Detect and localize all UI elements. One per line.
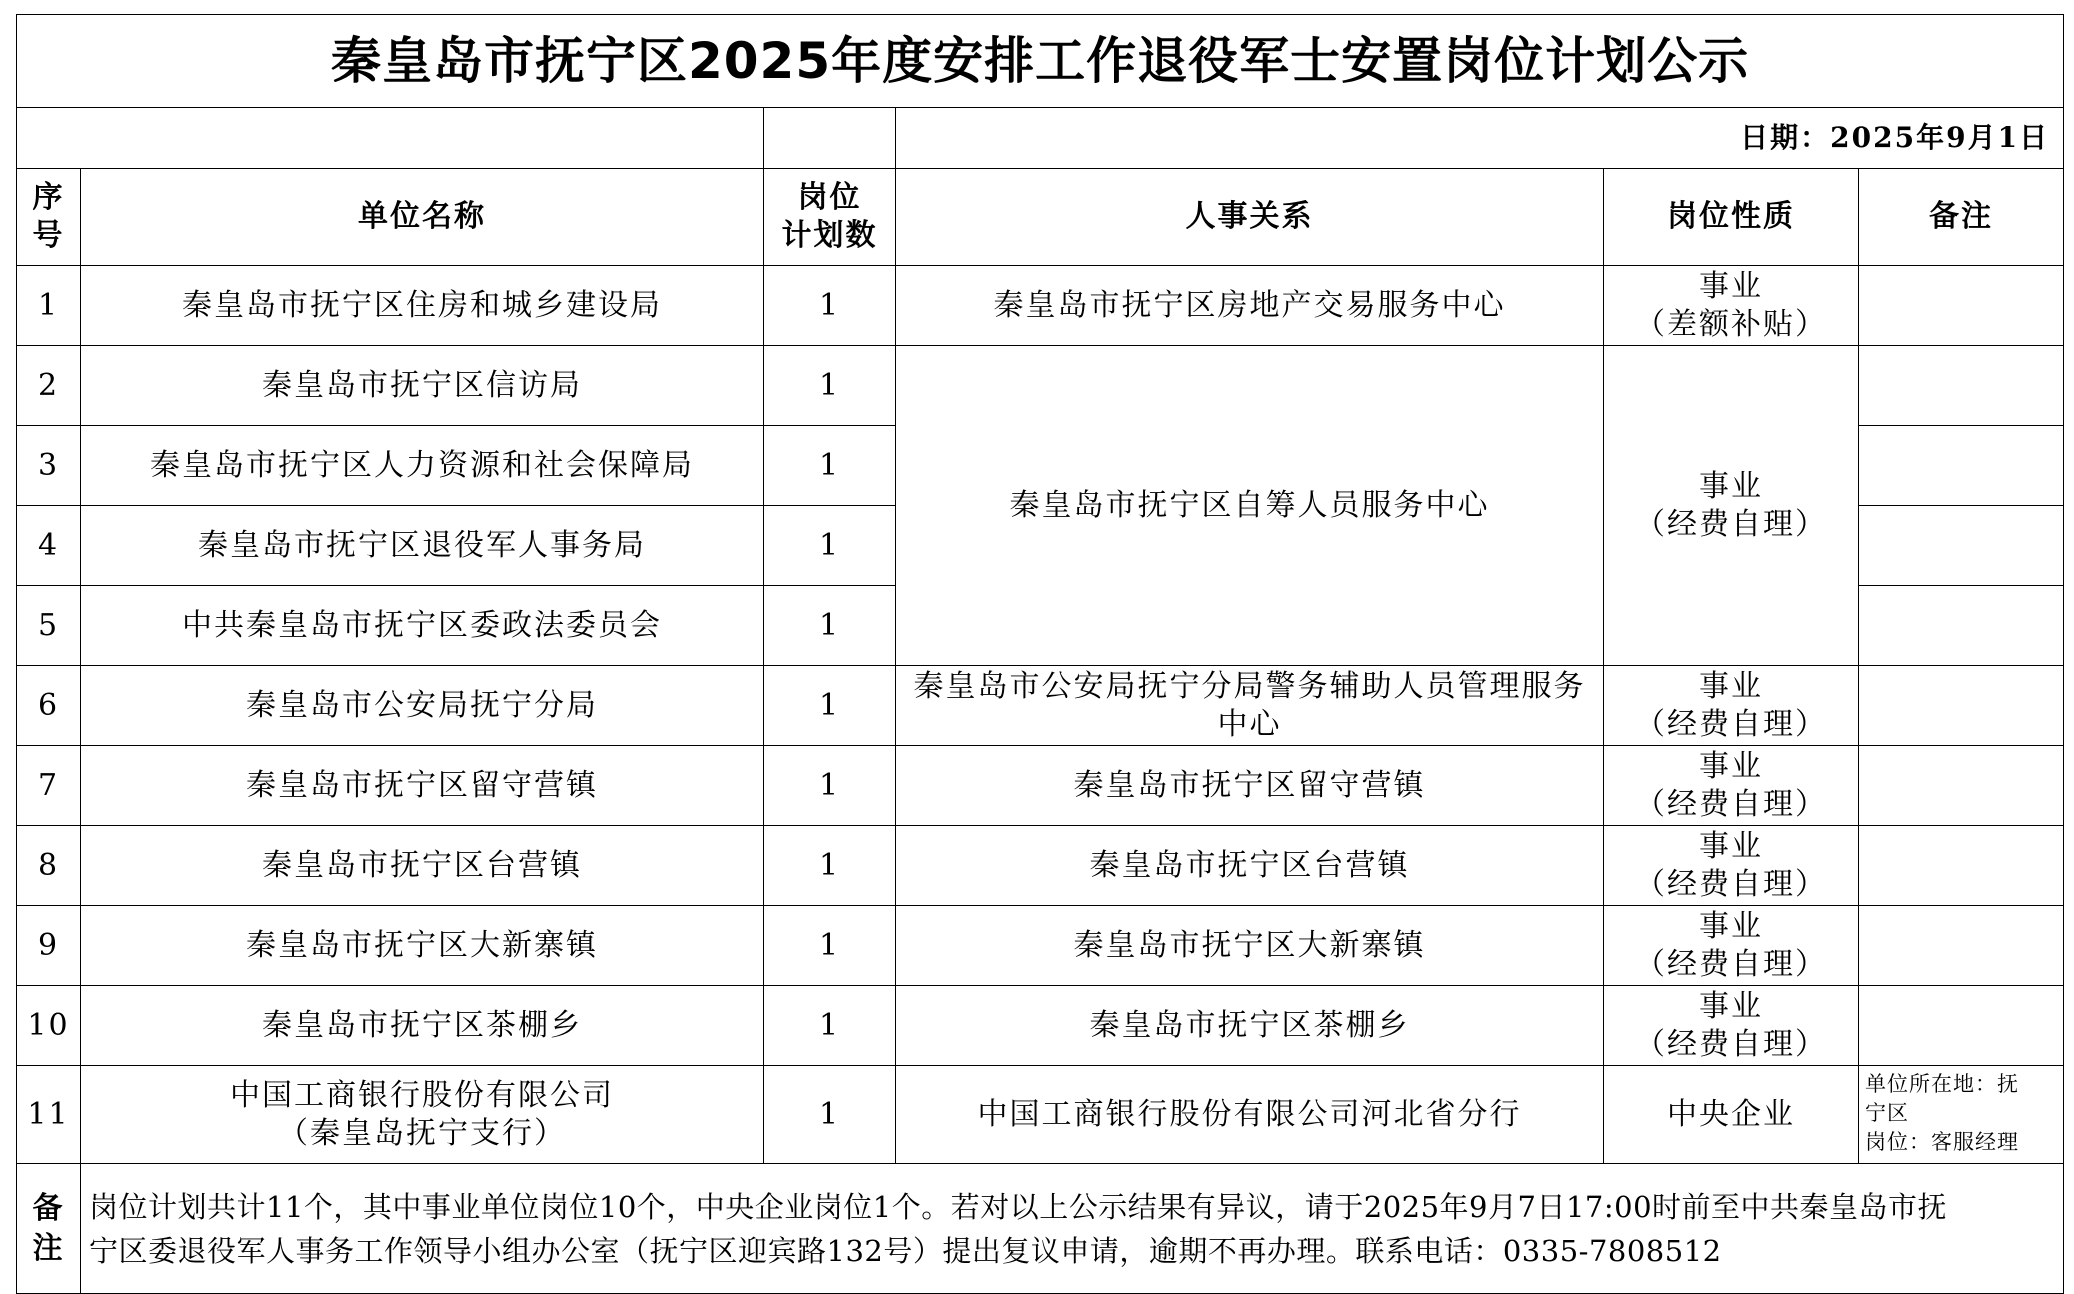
header-remark: 备注 [1859,169,2064,266]
cell-count: 1 [764,986,896,1066]
note-line: 岗位计划共计11个，其中事业单位岗位10个，中央企业岗位1个。若对以上公示结果有异议，请于2025年9月7日17:00时前至中共秦皇岛市抚 [89,1189,1948,1224]
cell-relation: 秦皇岛市抚宁区房地产交易服务中心 [896,266,1604,346]
cell-remark [1859,746,2064,826]
blank-cell [17,108,764,169]
cell-remark [1859,986,2064,1066]
header-seq [17,169,81,266]
remark-line: 宁区 [1865,1101,1909,1125]
cell-relation-merged: 秦皇岛市抚宁区自筹人员服务中心 [896,346,1604,666]
relation-line: 秦皇岛市公安局抚宁分局警务辅助人员管理服务 [913,668,1586,704]
table-row [17,1066,2064,1164]
note-text [81,1164,2064,1294]
header-seq-line: 号 [32,218,65,253]
nature-line: 事业 [1699,908,1763,944]
cell-unit: 秦皇岛市抚宁区人力资源和社会保障局 [81,426,764,506]
cell-unit: 中共秦皇岛市抚宁区委政法委员会 [81,586,764,666]
nature-line: （经费自理） [1635,866,1827,902]
nature-line: （差额补贴） [1635,306,1827,342]
page-title: 秦皇岛市抚宁区2025年度安排工作退役军士安置岗位计划公示 [17,15,2064,108]
cell-unit [81,1066,764,1164]
cell-remark [1859,426,2064,506]
cell-relation: 秦皇岛市抚宁区大新寨镇 [896,906,1604,986]
cell-unit: 秦皇岛市抚宁区住房和城乡建设局 [81,266,764,346]
header-count [764,169,896,266]
table-row [17,906,2064,986]
cell-count: 1 [764,346,896,426]
date-row [17,108,2064,169]
cell-unit: 秦皇岛市抚宁区大新寨镇 [81,906,764,986]
cell-seq: 11 [17,1066,81,1164]
cell-nature [1604,826,1859,906]
cell-unit: 秦皇岛市抚宁区信访局 [81,346,764,426]
cell-count: 1 [764,266,896,346]
table-row [17,666,2064,746]
cell-relation: 秦皇岛市抚宁区留守营镇 [896,746,1604,826]
relation-line: 中心 [1217,706,1282,742]
unit-line: 中国工商银行股份有限公司 [230,1077,614,1113]
note-label-line: 注 [32,1230,65,1266]
nature-line: 事业 [1699,268,1763,304]
cell-count: 1 [764,666,896,746]
cell-nature [1604,266,1859,346]
blank-cell [764,108,896,169]
cell-count: 1 [764,906,896,986]
cell-count: 1 [764,426,896,506]
header-nature: 岗位性质 [1604,169,1859,266]
cell-remark [1859,666,2064,746]
nature-line: （经费自理） [1635,506,1827,542]
cell-relation [896,666,1604,746]
cell-relation: 秦皇岛市抚宁区茶棚乡 [896,986,1604,1066]
cell-seq: 3 [17,426,81,506]
cell-unit: 秦皇岛市抚宁区台营镇 [81,826,764,906]
cell-seq: 10 [17,986,81,1066]
note-label [17,1164,81,1294]
table-row [17,346,2064,426]
cell-relation: 秦皇岛市抚宁区台营镇 [896,826,1604,906]
cell-relation: 中国工商银行股份有限公司河北省分行 [896,1066,1604,1164]
cell-unit: 秦皇岛市抚宁区退役军人事务局 [81,506,764,586]
nature-line: （经费自理） [1635,946,1827,982]
cell-remark [1859,266,2064,346]
header-count-line: 计划数 [781,218,878,253]
cell-unit: 秦皇岛市抚宁区茶棚乡 [81,986,764,1066]
cell-nature: 中央企业 [1604,1066,1859,1164]
header-count-line: 岗位 [797,180,862,215]
cell-count: 1 [764,586,896,666]
cell-seq: 4 [17,506,81,586]
cell-nature [1604,906,1859,986]
table-row [17,826,2064,906]
remark-line: 单位所在地：抚 [1865,1072,2019,1096]
header-row [17,169,2064,266]
table-row [17,746,2064,826]
nature-line: （经费自理） [1635,1026,1827,1062]
cell-remark [1859,586,2064,666]
nature-line: 事业 [1699,828,1763,864]
cell-remark [1859,346,2064,426]
note-line: 宁区委退役军人事务工作领导小组办公室（抚宁区迎宾路132号）提出复议申请，逾期不再办理。联系电话：0335-7808512 [89,1233,1722,1268]
placement-table [16,14,2064,1294]
cell-remark [1859,1066,2064,1164]
note-label-line: 备 [32,1190,65,1226]
cell-seq: 7 [17,746,81,826]
cell-seq: 2 [17,346,81,426]
table-row [17,266,2064,346]
header-unit: 单位名称 [81,169,764,266]
cell-unit: 秦皇岛市公安局抚宁分局 [81,666,764,746]
nature-line: 事业 [1699,668,1763,704]
header-seq-line: 序 [32,180,65,215]
cell-remark [1859,506,2064,586]
cell-seq: 1 [17,266,81,346]
unit-line: （秦皇岛抚宁支行） [278,1115,566,1151]
cell-nature [1604,986,1859,1066]
nature-line: 事业 [1699,468,1763,504]
cell-seq: 8 [17,826,81,906]
nature-line: 事业 [1699,748,1763,784]
header-relation: 人事关系 [896,169,1604,266]
cell-nature [1604,746,1859,826]
cell-count: 1 [764,826,896,906]
title-row [17,15,2064,108]
cell-count: 1 [764,506,896,586]
cell-nature [1604,666,1859,746]
note-row [17,1164,2064,1294]
cell-seq: 5 [17,586,81,666]
publish-date: 日期：2025年9月1日 [896,108,2064,169]
nature-line: （经费自理） [1635,706,1827,742]
cell-remark [1859,906,2064,986]
remark-line: 岗位：客服经理 [1865,1130,2019,1154]
nature-line: 事业 [1699,988,1763,1024]
cell-remark [1859,826,2064,906]
cell-unit: 秦皇岛市抚宁区留守营镇 [81,746,764,826]
cell-nature-merged [1604,346,1859,666]
cell-count: 1 [764,746,896,826]
table-row [17,986,2064,1066]
nature-line: （经费自理） [1635,786,1827,822]
cell-seq: 9 [17,906,81,986]
cell-count: 1 [764,1066,896,1164]
cell-seq: 6 [17,666,81,746]
